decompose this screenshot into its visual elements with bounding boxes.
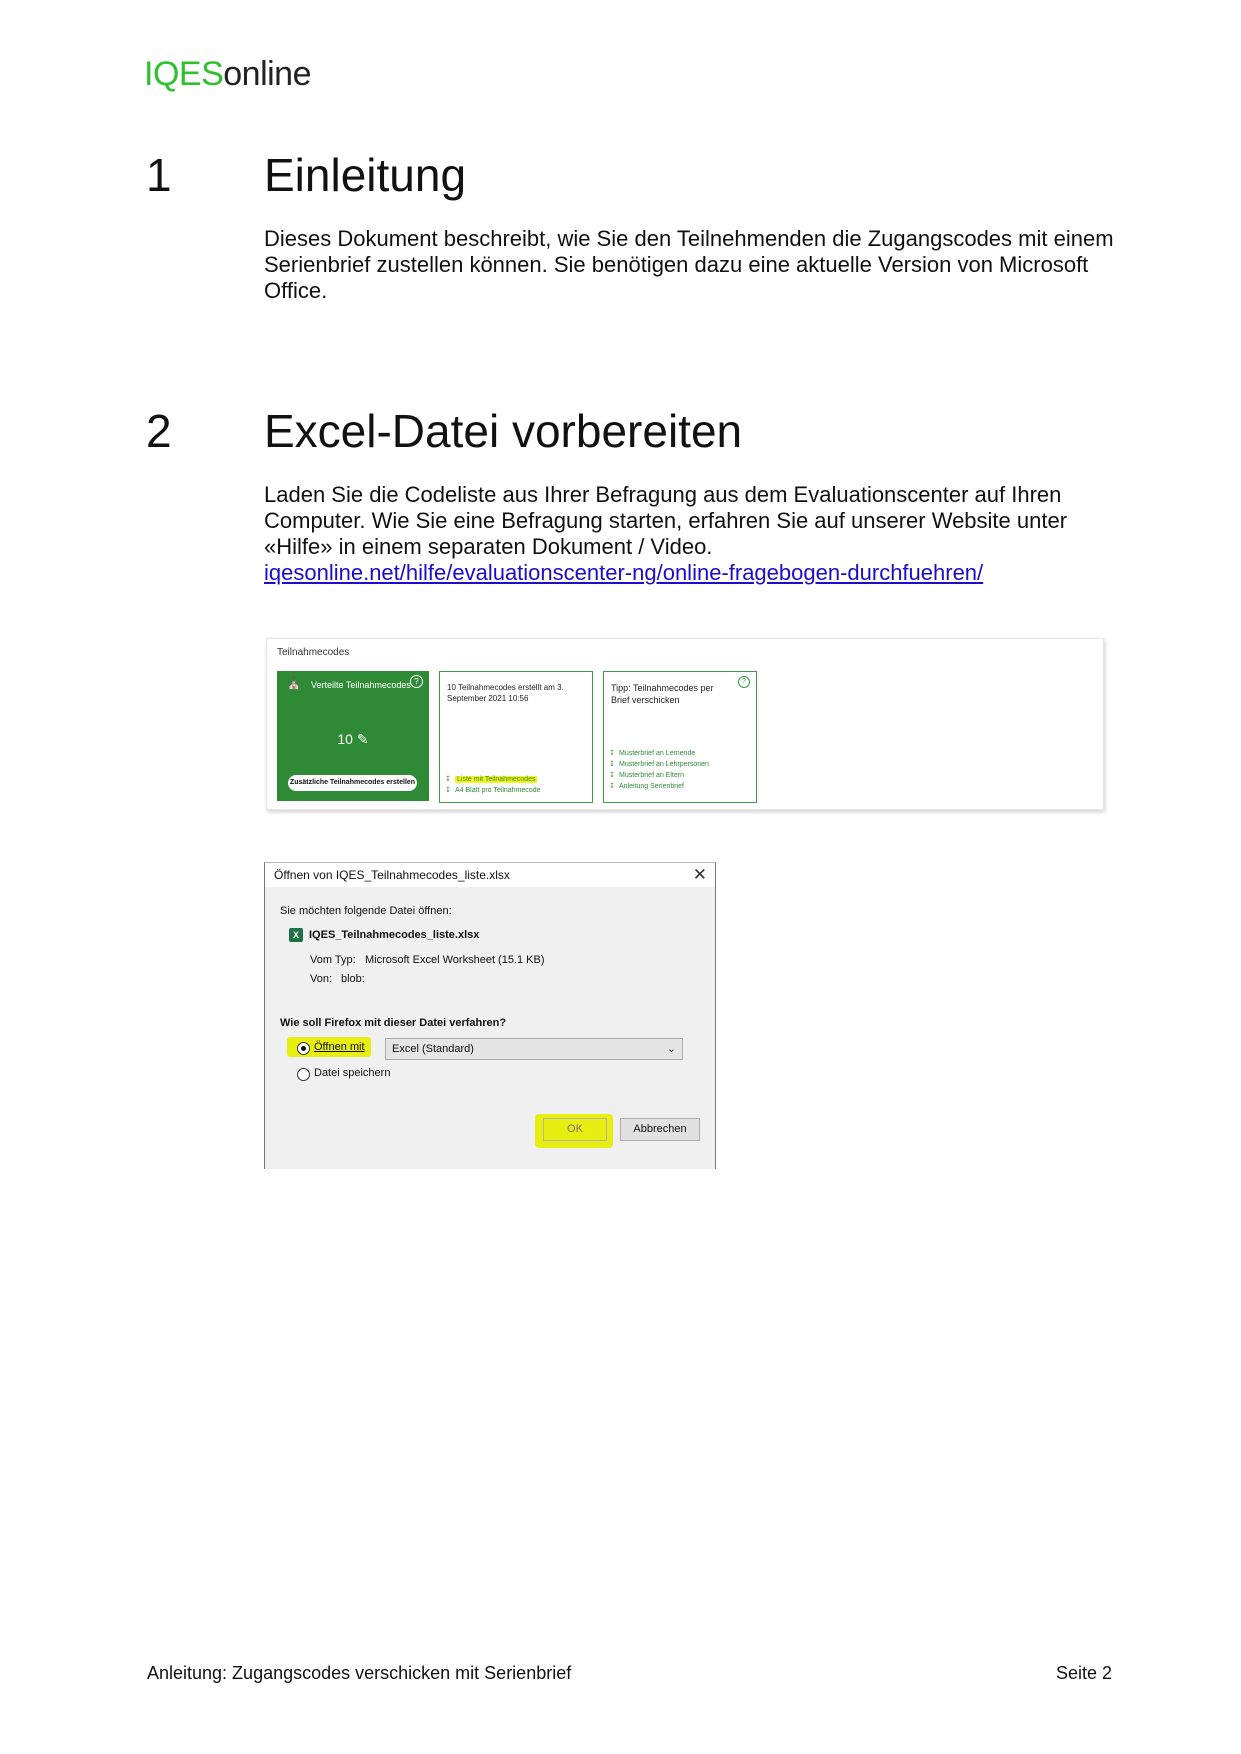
logo-suffix: online [223,55,311,93]
section-1-number: 1 [146,149,172,201]
close-icon[interactable]: ✕ [692,865,707,884]
iqes-online-logo [144,54,311,94]
open-with-label: Öffnen mit [314,1041,365,1053]
section-1-paragraph: Dieses Dokument beschreibt, wie Sie den Teilnehmenden die Zugangscodes mit einem Serienbrief zustellen können. Sie benötigen dazu eine aktuelle Version von Microsoft Office. [264,226,1114,303]
tip-card [603,671,757,803]
file-type-label: Vom Typ: [310,954,356,966]
dialog-titlebar [265,863,715,887]
download-icon: ↧ [609,750,615,757]
file-from-value: blob: [341,973,365,985]
firefox-open-dialog [264,862,716,1169]
download-icon: ↧ [609,783,615,790]
code-list-link[interactable]: ↧ Liste mit Teilnahmecodes [445,776,536,783]
dialog-intro: Sie möchten folgende Datei öffnen: [280,905,452,917]
letter-students-link[interactable]: ↧ Musterbrief an Lernende [609,750,696,757]
footer-page-number: Seite 2 [1056,1663,1113,1683]
file-from-label: Von: [310,973,333,985]
dialog-question: Wie soll Firefox mit dieser Datei verfahren? [280,1017,507,1029]
open-with-select[interactable] [385,1038,683,1060]
help-page-link[interactable]: iqesonline.net/hilfe/evaluationscenter-ng/online-fragebogen-durchfuehren/ [264,560,984,585]
open-with-selected-value: Excel (Standard) [392,1043,474,1055]
ok-button[interactable]: OK [543,1118,607,1141]
help-icon[interactable]: ? [738,676,750,688]
file-type-value: Microsoft Excel Worksheet (15.1 KB) [365,954,545,966]
section-2-paragraph [264,482,1124,586]
save-file-label: Datei speichern [314,1067,391,1079]
distributed-codes-card [277,671,429,801]
help-icon[interactable]: ? [410,675,423,688]
logo-brand: IQES [144,55,224,93]
section-2-title: Excel-Datei vorbereiten [264,405,743,457]
open-with-radio[interactable] [297,1042,310,1055]
letter-teachers-link[interactable]: ↧ Musterbrief an Lehrpersonen [609,761,709,768]
chevron-down-icon: ⌄ [666,1043,676,1055]
download-icon: ↧ [609,772,615,779]
distributed-codes-count[interactable]: 10 ✎ [337,731,369,747]
created-codes-text: 10 Teilnahmecodes erstellt am 3. September 2021 10:56 [447,683,564,703]
tip-text: Tipp: Teilnahmecodes per Brief verschicken [611,683,714,705]
a4-sheet-link[interactable]: ↧ A4 Blatt pro Teilnahmecode [445,787,541,794]
created-codes-card [439,671,593,803]
section-1-title: Einleitung [264,149,467,201]
download-icon: ↧ [445,776,451,783]
distributed-codes-label: Verteilte Teilnahmecodes [311,680,411,690]
dialog-title: Öffnen von IQES_Teilnahmecodes_liste.xlsx [274,868,510,882]
mail-merge-guide-link[interactable]: ↧ Anleitung Serienbrief [609,783,684,790]
codes-panel-screenshot [266,638,1104,810]
section-2-text: Laden Sie die Codeliste aus Ihrer Befragung aus dem Evaluationscenter auf Ihren Computer. Wie Sie eine Befragung starten, erfahren Sie auf unserer Website unter «Hilfe» in einem separaten Dokument / Video. [264,482,1068,559]
excel-file-icon: X [289,928,303,942]
download-icon: ↧ [609,761,615,768]
footer-document-title: Anleitung: Zugangscodes verschicken mit Serienbrief [147,1663,572,1683]
letter-parents-link[interactable]: ↧ Musterbrief an Eltern [609,772,684,779]
download-icon: ↧ [445,787,451,794]
save-file-radio[interactable] [297,1068,310,1081]
codes-panel-title: Teilnahmecodes [277,647,350,658]
create-additional-codes-button[interactable]: Zusätzliche Teilnahmecodes erstellen [288,775,417,791]
cancel-button[interactable]: Abbrechen [620,1118,700,1141]
dialog-filename: IQES_Teilnahmecodes_liste.xlsx [309,929,480,941]
section-2-number: 2 [146,405,172,457]
building-icon: ⛪ [287,678,301,690]
